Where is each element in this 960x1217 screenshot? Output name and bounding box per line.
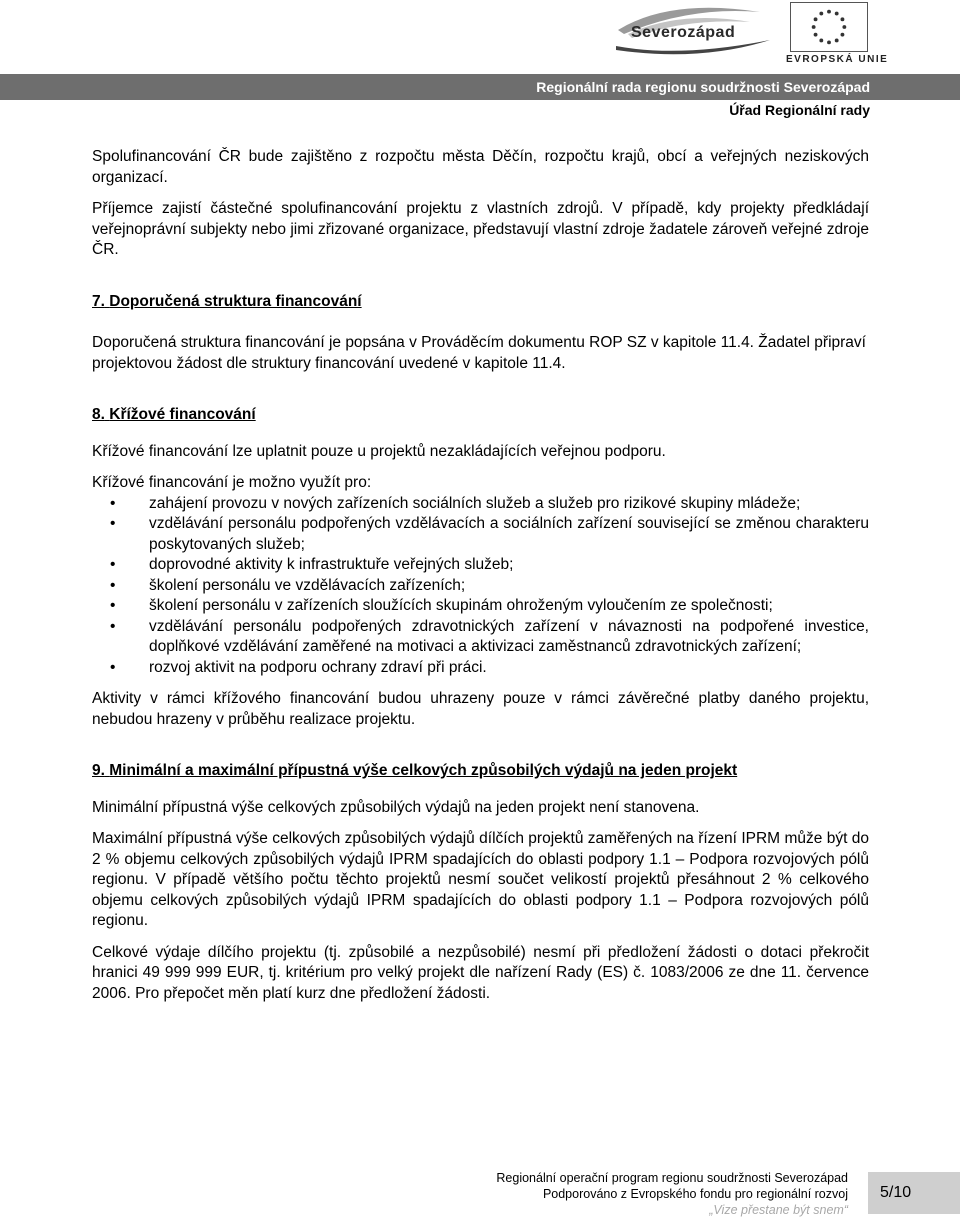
list-item (92, 514, 869, 555)
bullet-icon: • (110, 494, 116, 512)
eu-flag-icon (790, 2, 868, 52)
section-title: Křížové financování (109, 406, 256, 423)
list-item-text: zahájení provozu v nových zařízeních sociálních služeb a služeb pro rizikové skupiny mládeže; (149, 494, 801, 512)
list-item (92, 596, 869, 617)
page-number: 5/10 (880, 1184, 912, 1201)
section-heading-8 (92, 405, 869, 426)
section-heading-9 (92, 761, 869, 782)
eu-label: EVROPSKÁ UNIE (786, 54, 889, 65)
footer-motto: „Vize přestane být snem“ (709, 1203, 848, 1217)
paragraph: Doporučená struktura financování je popsána v Prováděcím dokumentu ROP SZ v kapitole 11.4. Žadatel připraví projektovou žádost dle struktury financování uvedené v kapitole 11.4. (92, 334, 866, 372)
footer-line: Regionální operační program regionu soudržnosti Severozápad (496, 1171, 848, 1185)
bullet-icon: • (110, 597, 116, 614)
section-number: 7. (92, 292, 105, 310)
section-number: 8. (92, 406, 105, 423)
list-item (92, 658, 869, 679)
section-title: Minimální a maximální přípustná výše celkových způsobilých výdajů na jeden projekt (109, 762, 738, 779)
paragraph: Aktivity v rámci křížového financování budou uhrazeny pouze v rámci závěrečné platby daného projektu, nebudou hrazeny v průběhu realizace projektu. (92, 690, 869, 728)
list-item-text: školení personálu v zařízeních sloužících skupinám ohroženým vyloučením ze společnosti; (149, 597, 773, 614)
paragraph: Křížové financování je možno využít pro: (92, 474, 372, 491)
bullet-icon: • (110, 576, 116, 594)
paragraph: Maximální přípustná výše celkových způsobilých výdajů dílčích projektů zaměřených na řízení IPRM může být do 2 % objemu celkových způsobilých výdajů IPRM spadajících do oblasti podpory 1.1 – Podpora rozvojových pólů regionu. V případě většího počtu těchto projektů nesmí součet velikostí projektů přesáhnout 2 % celkového objemu celkových způsobilých výdajů IPRM spadajících do oblasti podpory 1.1 – Podpora rozvojových pólů regionu. (92, 830, 869, 929)
paragraph: Příjemce zajistí částečné spolufinancování projektu z vlastních zdrojů. V případě, kdy projekty předkládají veřejnoprávní subjekty nebo jimi zřizované organizace, představují vlastní zdroje žadatele zároveň veřejné zdroje ČR. (92, 200, 869, 258)
list-item (92, 576, 869, 597)
header-subtitle: Úřad Regionální rady (729, 102, 870, 118)
paragraph: Spolufinancování ČR bude zajištěno z rozpočtu města Děčín, rozpočtu krajů, obcí a veřejných neziskových organizací. (92, 148, 869, 186)
bullet-icon: • (110, 617, 116, 635)
list-item-text: vzdělávání personálu podpořených zdravotnických zařízení v návaznosti na podpořené investice, doplňkové vzdělávání zaměřené na motivaci a aktivizaci zaměstnanců zdravotnických zařízení; (149, 617, 869, 655)
bullet-list (92, 494, 869, 679)
paragraph: Křížové financování lze uplatnit pouze u projektů nezakládajících veřejnou podporu. (92, 442, 666, 460)
header-bar (0, 74, 960, 100)
list-item-text: školení personálu ve vzdělávacích zařízeních; (149, 576, 466, 594)
list-item (92, 555, 869, 576)
page-number-box (868, 1172, 960, 1214)
list-item-text: rozvoj aktivit na podporu ochrany zdraví při práci. (149, 658, 487, 676)
document-body (92, 147, 869, 1004)
footer-text (496, 1170, 848, 1217)
logo-text: Severozápad (631, 24, 736, 41)
section-title: Doporučená struktura financování (109, 292, 362, 310)
paragraph: Minimální přípustná výše celkových způsobilých výdajů na jeden projekt není stanovena. (92, 798, 700, 816)
footer-line: Podporováno z Evropského fondu pro regionální rozvoj (542, 1187, 848, 1201)
list-item-text: vzdělávání personálu podpořených vzdělávacích a sociálních zařízení související se změnou charakteru poskytovaných služeb; (149, 515, 869, 553)
bullet-icon: • (110, 658, 116, 676)
list-item (92, 617, 869, 658)
bullet-icon: • (110, 515, 116, 532)
list-item-text: doprovodné aktivity k infrastruktuře veřejných služeb; (149, 556, 514, 573)
header-bar-title: Regionální rada regionu soudržnosti Severozápad (536, 79, 870, 95)
section-heading-7 (92, 292, 869, 313)
section-number: 9. (92, 762, 105, 779)
footer (0, 1170, 960, 1217)
paragraph: Celkové výdaje dílčího projektu (tj. způsobilé a nezpůsobilé) nesmí při předložení žádosti o dotaci překročit hranici 49 999 999 EUR, tj. kritérium pro velký projekt dle nařízení Rady (ES) č. 1083/2006 ze dne 11. července 2006. Pro přepočet měn platí kurz dne předložení žádosti. (92, 943, 869, 1002)
header-logos (600, 0, 960, 72)
list-item (92, 494, 869, 515)
bullet-icon: • (110, 556, 116, 573)
